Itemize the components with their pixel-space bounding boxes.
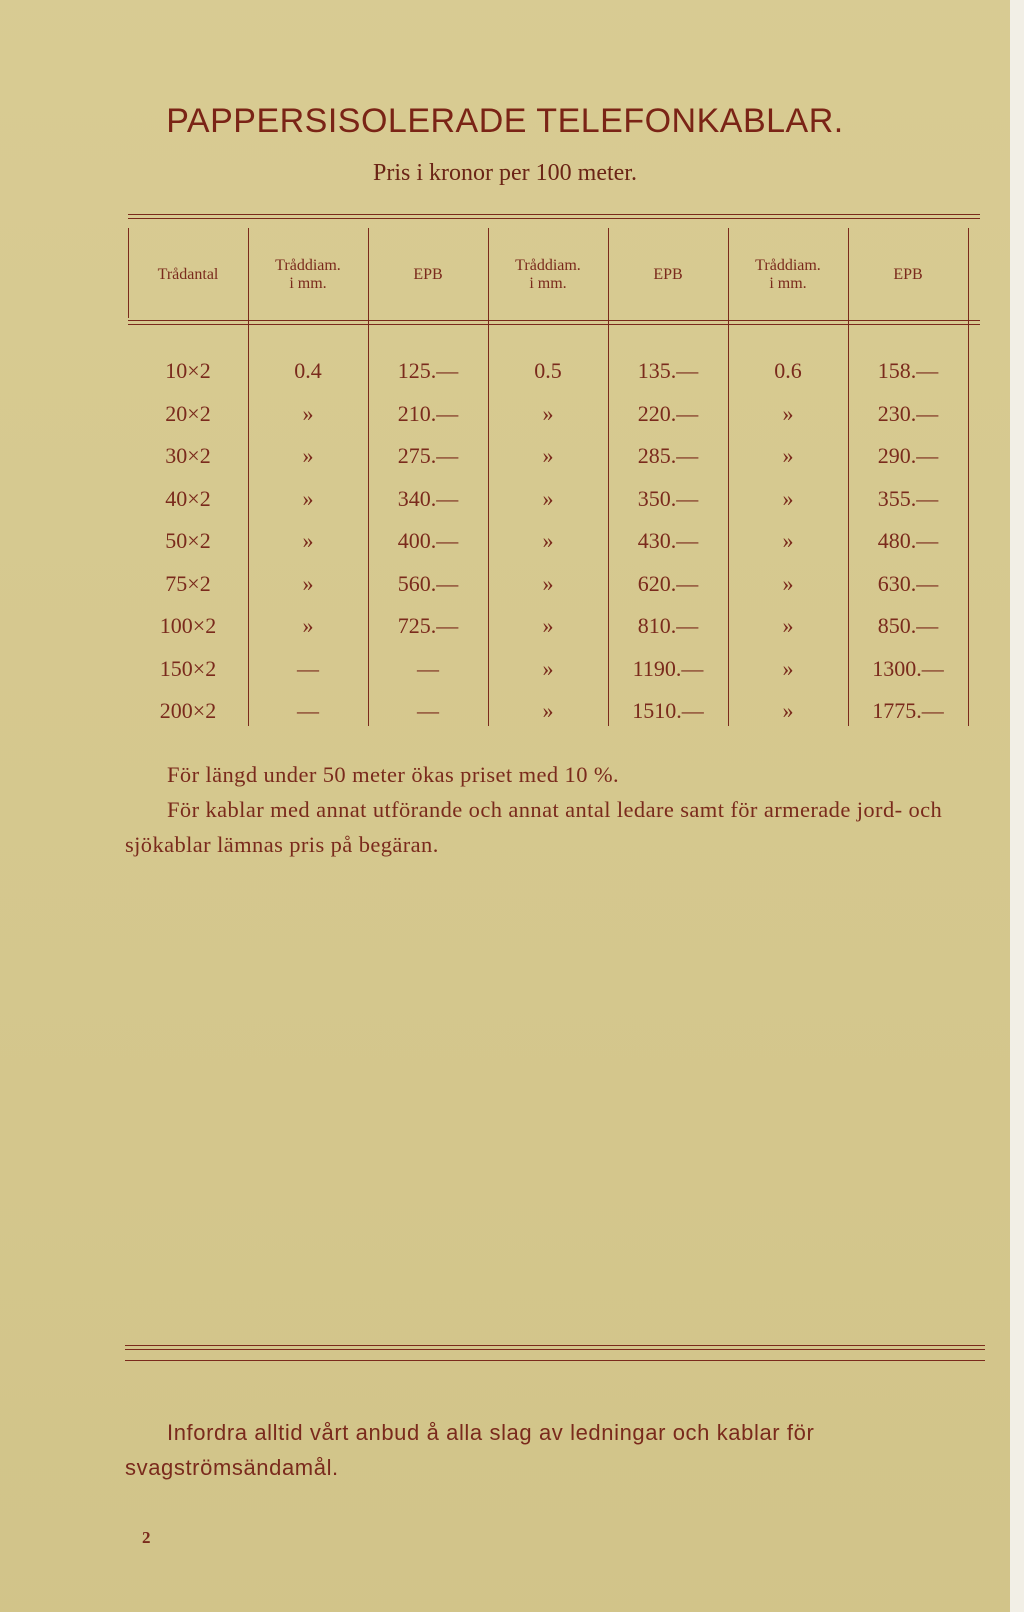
cell-epb: 1510.— bbox=[632, 698, 704, 723]
cell-tradantal: 50×2 bbox=[165, 528, 211, 553]
cell-epb: 230.— bbox=[877, 400, 939, 426]
cell-tradantal: 40×2 bbox=[165, 485, 211, 511]
table-row bbox=[128, 393, 980, 436]
cell-epb: 350.— bbox=[637, 485, 699, 511]
cell-diameter: » bbox=[542, 485, 554, 511]
header-label: Trådantal bbox=[157, 266, 219, 283]
cell-epb: 210.— bbox=[397, 400, 459, 426]
header-cell-tradantal bbox=[128, 250, 248, 300]
cell-epb: 620.— bbox=[637, 570, 699, 596]
table-row bbox=[128, 478, 980, 521]
cell-epb: 810.— bbox=[637, 613, 699, 638]
page-title: PAPPERSISOLERADE TELEFONKABLAR. bbox=[166, 102, 844, 140]
cell-epb: 1190.— bbox=[632, 655, 704, 681]
cell-epb: 400.— bbox=[397, 528, 459, 553]
cell-tradantal: 200×2 bbox=[159, 698, 217, 723]
table-row bbox=[128, 350, 980, 393]
cell-diameter: » bbox=[782, 443, 794, 468]
cell-diameter: » bbox=[542, 655, 554, 681]
cell-tradantal: 150×2 bbox=[159, 655, 217, 681]
cell-diameter: » bbox=[782, 570, 794, 596]
table-row bbox=[128, 435, 980, 478]
cell-diameter: » bbox=[782, 698, 794, 723]
cell-diameter: » bbox=[302, 613, 314, 638]
cell-diameter: » bbox=[782, 613, 794, 638]
cell-epb: — bbox=[417, 698, 439, 723]
cell-diameter: » bbox=[542, 528, 554, 553]
cell-diameter: » bbox=[782, 655, 794, 681]
header-cell-diameter-3: Tråddiam. i mm. bbox=[755, 257, 821, 292]
cell-epb: 430.— bbox=[637, 528, 699, 553]
cell-epb: 275.— bbox=[397, 443, 459, 468]
cell-epb: 560.— bbox=[397, 570, 459, 596]
cell-diameter: » bbox=[542, 443, 554, 468]
cell-diameter: » bbox=[782, 400, 794, 426]
cell-epb: — bbox=[417, 655, 439, 681]
note-paragraph: För längd under 50 meter ökas priset med 10 %. bbox=[167, 762, 620, 787]
cell-epb: 480.— bbox=[877, 528, 939, 553]
table-row bbox=[128, 648, 980, 691]
cell-diameter: — bbox=[297, 655, 319, 681]
table-top-rule bbox=[128, 214, 980, 215]
header-cell-epb-2: EPB bbox=[653, 266, 683, 283]
cell-diameter: » bbox=[302, 528, 314, 553]
page-number: 2 bbox=[142, 1528, 151, 1547]
cell-tradantal: 30×2 bbox=[165, 443, 211, 468]
cell-epb: 290.— bbox=[877, 443, 939, 468]
page-subtitle: Pris i kronor per 100 meter. bbox=[373, 160, 637, 186]
table-row bbox=[128, 563, 980, 606]
table-row bbox=[128, 520, 980, 563]
cell-diameter: » bbox=[302, 485, 314, 511]
cell-epb: 340.— bbox=[397, 485, 459, 511]
cell-epb: 1300.— bbox=[872, 655, 944, 681]
cell-diameter: » bbox=[542, 400, 554, 426]
cell-epb: 220.— bbox=[637, 400, 699, 426]
footer-rule-double bbox=[125, 1349, 985, 1350]
table-top-rule-double bbox=[128, 218, 980, 219]
cell-diameter: 0.4 bbox=[294, 358, 322, 383]
footer-rule bbox=[125, 1345, 985, 1346]
header-cell-diameter-2: Tråddiam. i mm. bbox=[515, 257, 581, 292]
table-row bbox=[128, 605, 980, 648]
cell-epb: 285.— bbox=[637, 443, 699, 468]
header-cell-diameter-1: Tråddiam. i mm. bbox=[275, 257, 341, 292]
cell-epb: 355.— bbox=[877, 485, 939, 511]
header-cell-epb-1: EPB bbox=[413, 266, 443, 283]
header-cell-epb-3: EPB bbox=[893, 266, 923, 283]
cell-epb: 1775.— bbox=[872, 698, 944, 723]
footer-rule-lower bbox=[125, 1360, 985, 1361]
cell-diameter: 0.6 bbox=[774, 358, 802, 383]
cell-diameter: » bbox=[542, 698, 554, 723]
cell-diameter: — bbox=[297, 698, 319, 723]
note-paragraph: För kablar med annat utförande och annat antal ledare samt för armerade jord- och sjökablar lämnas pris på begäran. bbox=[125, 797, 943, 857]
table-row bbox=[128, 690, 980, 733]
cell-diameter: » bbox=[302, 400, 314, 426]
cell-diameter: » bbox=[302, 570, 314, 596]
cell-epb: 158.— bbox=[877, 358, 939, 383]
table-header-rule-double bbox=[128, 324, 980, 325]
cell-diameter: » bbox=[782, 528, 794, 553]
cell-epb: 850.— bbox=[877, 613, 939, 638]
cell-diameter: » bbox=[782, 485, 794, 511]
cell-tradantal: 75×2 bbox=[165, 570, 211, 596]
cell-tradantal: 10×2 bbox=[165, 358, 211, 383]
price-table-body bbox=[128, 350, 980, 733]
cell-epb: 630.— bbox=[877, 570, 939, 596]
cell-epb: 725.— bbox=[397, 613, 459, 638]
cell-epb: 125.— bbox=[397, 358, 459, 383]
cell-epb: 135.— bbox=[637, 358, 699, 383]
notes bbox=[125, 757, 985, 862]
footer-text: Infordra alltid vårt anbud å alla slag av ledningar och kablar för svagströmsändamål. bbox=[125, 1420, 815, 1480]
cell-diameter: » bbox=[542, 570, 554, 596]
table-header-rule bbox=[128, 320, 980, 321]
cell-tradantal: 100×2 bbox=[159, 613, 217, 638]
page-edge bbox=[1010, 0, 1024, 1612]
cell-diameter: 0.5 bbox=[534, 358, 562, 383]
cell-diameter: » bbox=[542, 613, 554, 638]
cell-tradantal: 20×2 bbox=[165, 400, 211, 426]
cell-diameter: » bbox=[302, 443, 314, 468]
